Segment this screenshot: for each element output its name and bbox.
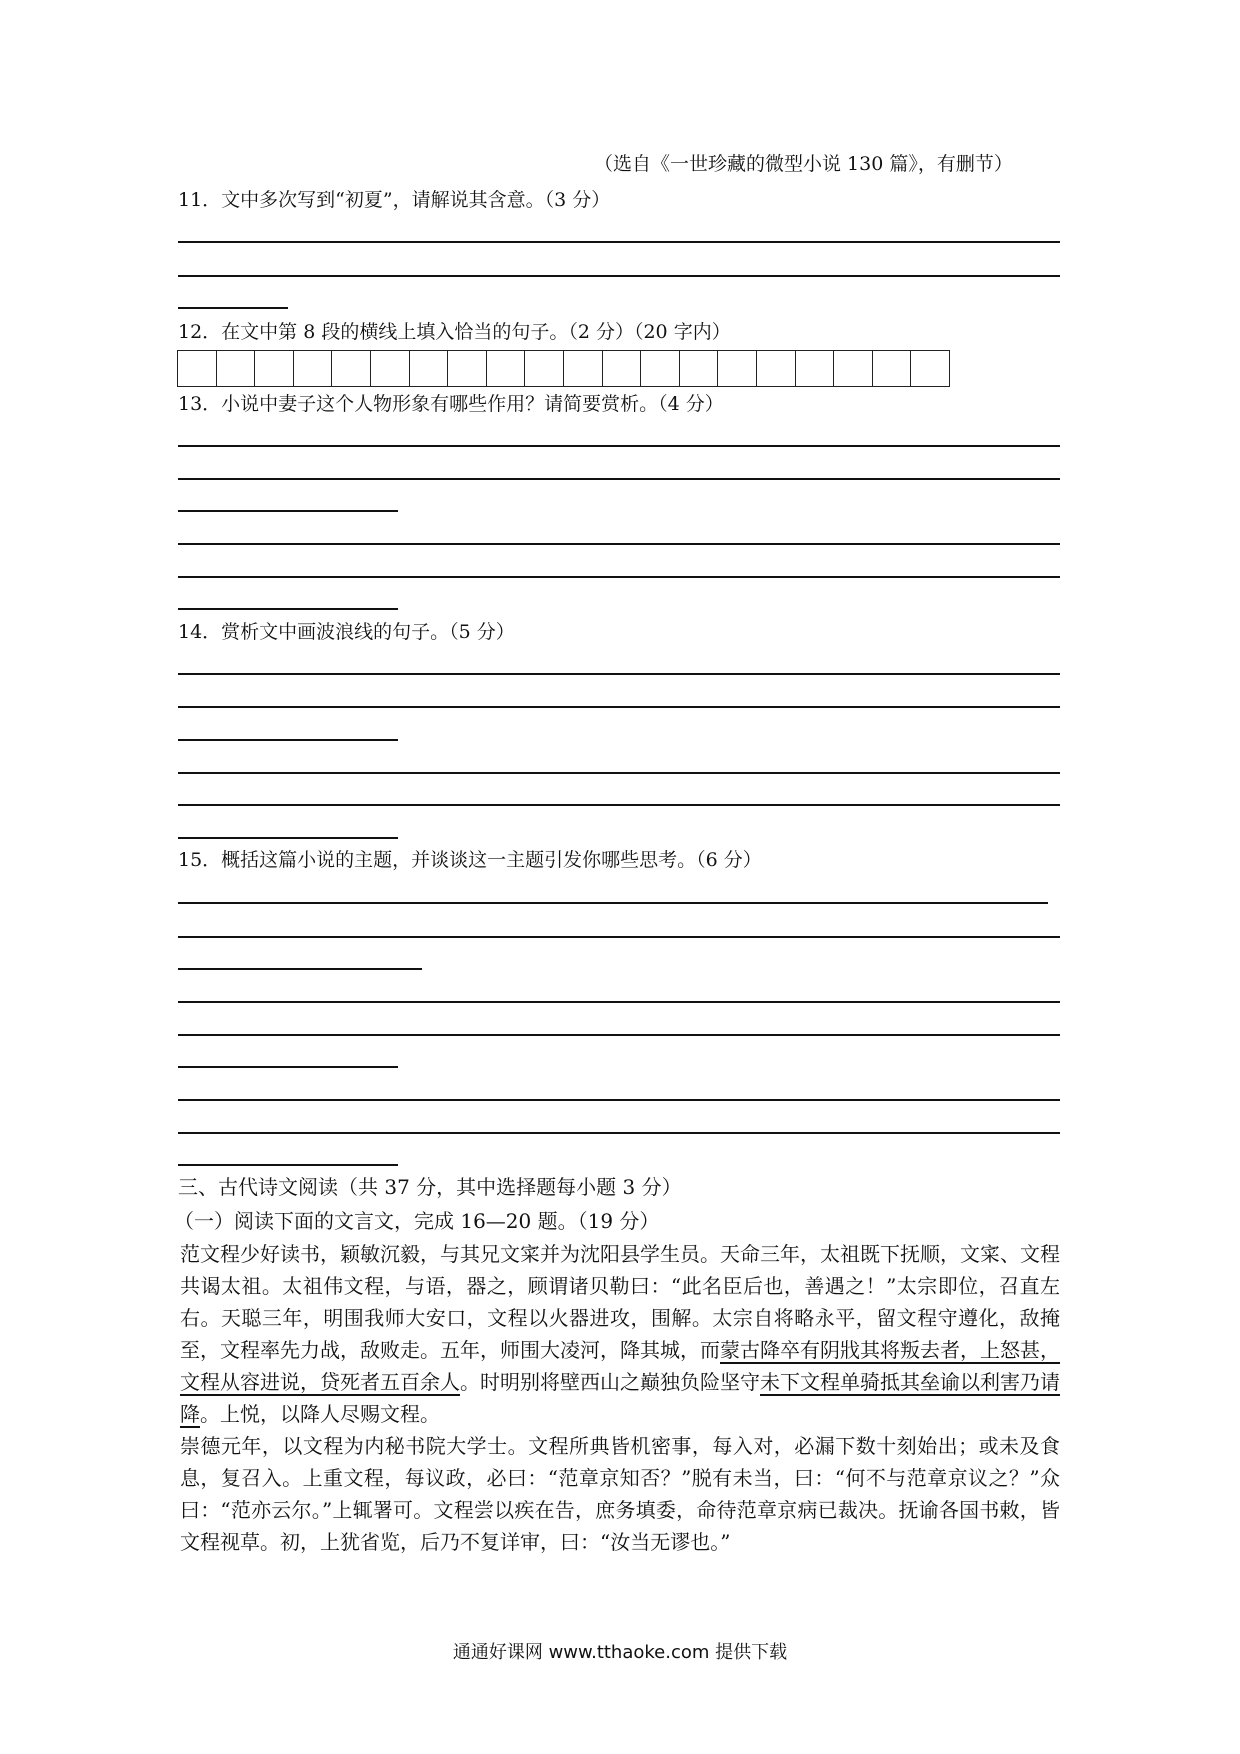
answer-box-cell[interactable] xyxy=(255,351,294,386)
answer-line[interactable] xyxy=(178,936,1060,938)
answer-box-grid[interactable] xyxy=(177,350,950,387)
answer-line[interactable] xyxy=(178,902,1048,904)
answer-line[interactable] xyxy=(178,1099,1060,1101)
answer-box-cell[interactable] xyxy=(680,351,719,386)
question-11: 11．文中多次写到“初夏”，请解说其含意。（3 分） xyxy=(178,189,611,211)
answer-box-cell[interactable] xyxy=(718,351,757,386)
answer-line[interactable] xyxy=(178,445,1060,447)
answer-line[interactable] xyxy=(178,478,1060,480)
question-13: 13．小说中妻子这个人物形象有哪些作用？请简要赏析。（4 分） xyxy=(178,393,724,415)
answer-box-cell[interactable] xyxy=(911,351,950,386)
answer-box-cell[interactable] xyxy=(757,351,796,386)
answer-box-cell[interactable] xyxy=(873,351,912,386)
answer-box-cell[interactable] xyxy=(448,351,487,386)
answer-box-cell[interactable] xyxy=(294,351,333,386)
underlined-sentence: 蒙古降卒有阴戕其将叛去者，上怒甚，文程从容进说，贷死者五百余人 xyxy=(180,1338,1060,1394)
answer-line[interactable] xyxy=(178,772,1060,774)
answer-line[interactable] xyxy=(178,275,1060,277)
passage-text: 范文程少好读书，颖敏沉毅，与其兄文寀并为沈阳县学生员。天命三年，太祖既下抚顺，文寀、文程共谒太祖。太祖伟文程，与语，器之，顾谓诸贝勒曰：“此名臣后也，善遇之！”太宗即位，召直左右。天聪三年，明围我师大安口，文程以火器进攻，围解。太宗自将略永平，留文程守遵化，敌掩至，文程率先力战，敌败走。五年，师围大凌河，降其城，而 xyxy=(180,1242,1060,1362)
answer-line[interactable] xyxy=(178,804,1060,806)
answer-line[interactable] xyxy=(178,706,1060,708)
question-15: 15．概括这篇小说的主题，并谈谈这一主题引发你哪些思考。（6 分） xyxy=(178,849,762,871)
answer-box-cell[interactable] xyxy=(178,351,217,386)
answer-line[interactable] xyxy=(178,968,422,970)
answer-line[interactable] xyxy=(178,307,288,309)
answer-line[interactable] xyxy=(178,1066,398,1068)
answer-box-cell[interactable] xyxy=(332,351,371,386)
answer-line[interactable] xyxy=(178,1164,398,1166)
answer-box-cell[interactable] xyxy=(371,351,410,386)
answer-line[interactable] xyxy=(178,739,398,741)
answer-box-cell[interactable] xyxy=(834,351,873,386)
underlined-sentence: 未下文程单骑抵其垒谕以利害乃请降 xyxy=(180,1370,1060,1426)
subsection-heading: （一）阅读下面的文言文，完成 16—20 题。（19 分） xyxy=(174,1209,660,1233)
question-14: 14．赏析文中画波浪线的句子。（5 分） xyxy=(178,621,515,643)
answer-box-cell[interactable] xyxy=(410,351,449,386)
answer-line[interactable] xyxy=(178,673,1060,675)
classical-passage-paragraph-1 xyxy=(180,1238,1060,1430)
footer-download-note: 通通好课网 www.tthaoke.com 提供下载 xyxy=(452,1642,788,1663)
answer-line[interactable] xyxy=(178,1034,1060,1036)
answer-box-cell[interactable] xyxy=(564,351,603,386)
section-heading: 三、古代诗文阅读（共 37 分，其中选择题每小题 3 分） xyxy=(178,1175,682,1199)
answer-line[interactable] xyxy=(178,241,1060,243)
passage-text: 。时明别将壁西山之巅独负险坚守 xyxy=(460,1370,760,1394)
passage-text: 。上悦，以降人尽赐文程。 xyxy=(200,1402,440,1426)
answer-line[interactable] xyxy=(178,837,398,839)
answer-box-cell[interactable] xyxy=(525,351,564,386)
source-note: （选自《一世珍藏的微型小说 130 篇》，有删节） xyxy=(594,153,1013,175)
classical-passage-paragraph-2: 崇德元年，以文程为内秘书院大学士。文程所典皆机密事，每入对，必漏下数十刻始出；或未及食息，复召入。上重文程，每议政，必曰：“范章京知否？”脱有未当，曰：“何不与范章京议之？”众曰：“范亦云尔。”上辄署可。文程尝以疾在告，庶务填委，命待范章京病已裁决。抚谕各国书敕，皆文程视草。初，上犹省览，后乃不复详审，曰：“汝当无谬也。” xyxy=(180,1434,1060,1554)
answer-box-cell[interactable] xyxy=(217,351,256,386)
answer-box-cell[interactable] xyxy=(603,351,642,386)
answer-line[interactable] xyxy=(178,543,1060,545)
answer-box-cell[interactable] xyxy=(487,351,526,386)
answer-line[interactable] xyxy=(178,576,1060,578)
answer-line[interactable] xyxy=(178,1001,1060,1003)
answer-box-cell[interactable] xyxy=(641,351,680,386)
answer-line[interactable] xyxy=(178,1132,1060,1134)
answer-line[interactable] xyxy=(178,608,398,610)
answer-box-cell[interactable] xyxy=(796,351,835,386)
question-12: 12．在文中第 8 段的横线上填入恰当的句子。（2 分）（20 字内） xyxy=(178,321,731,343)
answer-line[interactable] xyxy=(178,510,398,512)
